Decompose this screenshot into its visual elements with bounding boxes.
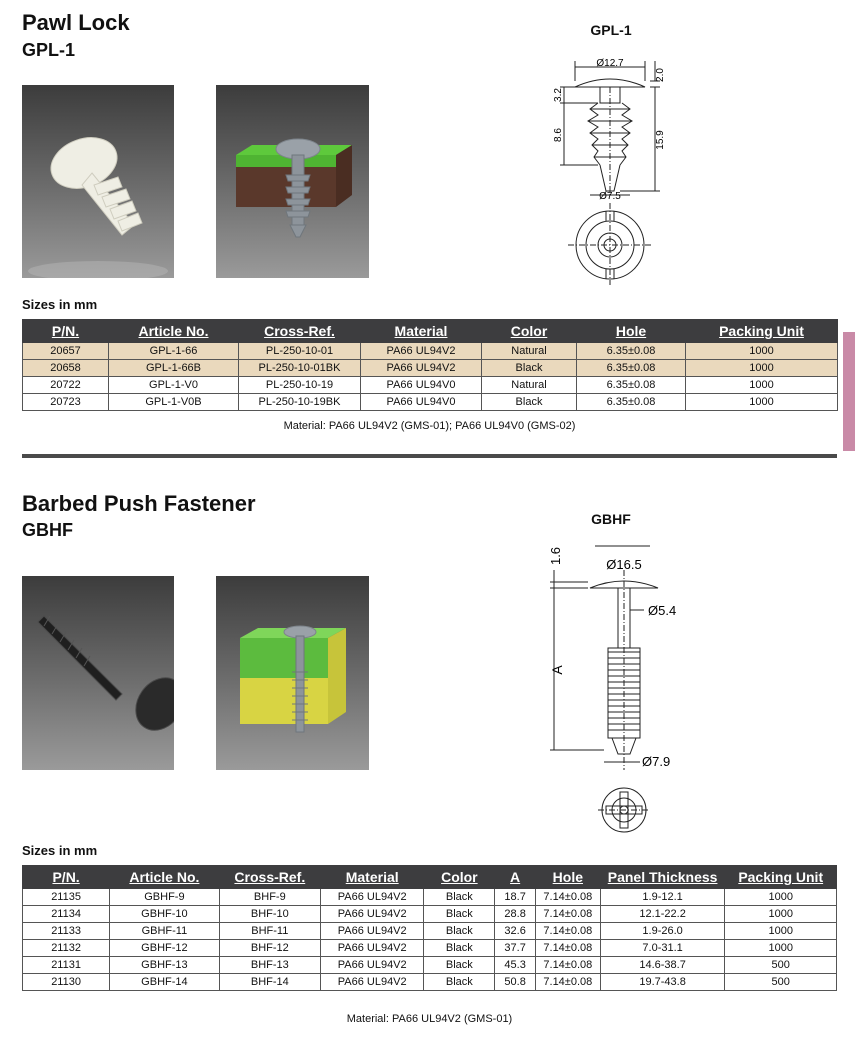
col-hole: Hole — [577, 320, 686, 343]
cell: 500 — [725, 974, 837, 991]
drawing-title-gbhf: GBHF — [591, 511, 631, 527]
table-row — [23, 906, 837, 923]
cell: 19.7-43.8 — [600, 974, 725, 991]
section1-code: GPL-1 — [22, 40, 76, 60]
col-crossref: Cross-Ref. — [239, 320, 361, 343]
cell: 18.7 — [495, 889, 536, 906]
section2-code: GBHF — [22, 520, 73, 540]
cell: 7.14±0.08 — [535, 957, 600, 974]
cell: 6.35±0.08 — [577, 343, 686, 360]
cell: Black — [424, 940, 495, 957]
col-packing: Packing Unit — [686, 320, 838, 343]
cell: 1.9-26.0 — [600, 923, 725, 940]
cell: GBHF-9 — [110, 889, 219, 906]
dim-base-diameter: Ø7.5 — [599, 191, 621, 202]
table-row — [23, 957, 837, 974]
cell: PL-250-10-01BK — [239, 360, 361, 377]
cell: 7.14±0.08 — [535, 923, 600, 940]
dim-head-height-2: 1.6 — [548, 546, 563, 566]
cell: 7.14±0.08 — [535, 940, 600, 957]
cell: 1000 — [686, 377, 838, 394]
cell: Black — [424, 957, 495, 974]
table-row — [23, 974, 837, 991]
cell: 1000 — [725, 923, 837, 940]
cell: 20722 — [23, 377, 109, 394]
cell: GPL-1-66 — [109, 343, 239, 360]
col-article: Article No. — [110, 866, 219, 889]
dim-tip-diameter: Ø7.9 — [642, 754, 671, 769]
cell: Natural — [482, 377, 577, 394]
cell: 21132 — [23, 940, 110, 957]
table-row — [23, 940, 837, 957]
cell: PA66 UL94V2 — [321, 957, 424, 974]
cell: BHF-10 — [219, 906, 320, 923]
cell: 32.6 — [495, 923, 536, 940]
cell: 1.9-12.1 — [600, 889, 725, 906]
cell: 1000 — [686, 360, 838, 377]
cell: BHF-9 — [219, 889, 320, 906]
cell: 1000 — [686, 343, 838, 360]
cell: GBHF-11 — [110, 923, 219, 940]
cell: 21133 — [23, 923, 110, 940]
technical-drawing-gpl1 — [550, 45, 680, 285]
drawing-title-gpl1: GPL-1 — [590, 22, 632, 38]
cell: PA66 UL94V2 — [321, 974, 424, 991]
col-pn: P/N. — [23, 866, 110, 889]
cell: 37.7 — [495, 940, 536, 957]
product-photo-barbed-fastener — [22, 576, 174, 770]
cell: PA66 UL94V2 — [361, 343, 482, 360]
dim-length-a: A — [549, 665, 565, 675]
section-divider — [22, 454, 837, 458]
table-row — [23, 343, 838, 360]
cell: PL-250-10-19 — [239, 377, 361, 394]
cell: 20723 — [23, 394, 109, 411]
cell: 1000 — [725, 940, 837, 957]
cell: 21130 — [23, 974, 110, 991]
cell: BHF-12 — [219, 940, 320, 957]
product-photo-barbed-fastener-installed — [216, 576, 369, 770]
cell: PA66 UL94V2 — [321, 923, 424, 940]
cell: Black — [482, 394, 577, 411]
col-color: Color — [424, 866, 495, 889]
cell: 6.35±0.08 — [577, 394, 686, 411]
table-row — [23, 360, 838, 377]
product-photo-pawl-lock-installed — [216, 85, 369, 278]
cell: Black — [482, 360, 577, 377]
cell: BHF-11 — [219, 923, 320, 940]
table-row — [23, 377, 838, 394]
col-panel-thickness: Panel Thickness — [600, 866, 725, 889]
table-header-row — [23, 320, 838, 343]
dim-total-length: 15.9 — [655, 130, 666, 150]
cell: 7.14±0.08 — [535, 974, 600, 991]
cell: PA66 UL94V0 — [361, 394, 482, 411]
col-article: Article No. — [109, 320, 239, 343]
cell: 20657 — [23, 343, 109, 360]
cell: GPL-1-66B — [109, 360, 239, 377]
cell: 7.14±0.08 — [535, 906, 600, 923]
cell: Black — [424, 974, 495, 991]
spec-table-gpl1 — [22, 319, 838, 411]
cell: GBHF-12 — [110, 940, 219, 957]
technical-drawing-gbhf — [540, 540, 690, 840]
col-material: Material — [361, 320, 482, 343]
cell: 1000 — [725, 889, 837, 906]
cell: 7.14±0.08 — [535, 889, 600, 906]
dim-head-diameter-2: Ø16.5 — [606, 557, 642, 572]
section1-title: Pawl Lock — [22, 10, 130, 35]
col-hole: Hole — [535, 866, 600, 889]
dim-mid: 8.6 — [553, 128, 564, 142]
cell: PL-250-10-19BK — [239, 394, 361, 411]
cell: BHF-14 — [219, 974, 320, 991]
cell: Black — [424, 906, 495, 923]
cell: 1000 — [725, 906, 837, 923]
cell: 50.8 — [495, 974, 536, 991]
cell: 7.0-31.1 — [600, 940, 725, 957]
col-material: Material — [321, 866, 424, 889]
sizes-label-2: Sizes in mm — [22, 843, 98, 858]
table-row — [23, 394, 838, 411]
cell: Black — [424, 889, 495, 906]
cell: 6.35±0.08 — [577, 360, 686, 377]
cell: 12.1-22.2 — [600, 906, 725, 923]
col-color: Color — [482, 320, 577, 343]
cell: 21131 — [23, 957, 110, 974]
table-header-row — [23, 866, 837, 889]
col-a: A — [495, 866, 536, 889]
cell: PA66 UL94V2 — [321, 889, 424, 906]
cell: GPL-1-V0 — [109, 377, 239, 394]
dim-shank-diameter: Ø5.4 — [648, 603, 677, 618]
cell: 20658 — [23, 360, 109, 377]
section2-title: Barbed Push Fastener — [22, 491, 256, 516]
cell: 21135 — [23, 889, 110, 906]
cell: 500 — [725, 957, 837, 974]
cell: 45.3 — [495, 957, 536, 974]
dim-head-height: 2.0 — [655, 68, 666, 82]
cell: 14.6-38.7 — [600, 957, 725, 974]
cell: PA66 UL94V0 — [361, 377, 482, 394]
cell: PL-250-10-01 — [239, 343, 361, 360]
cell: Black — [424, 923, 495, 940]
cell: 1000 — [686, 394, 838, 411]
material-note-1: Material: PA66 UL94V2 (GMS-01); PA66 UL94V0 (GMS-02) — [283, 420, 576, 432]
material-note-2: Material: PA66 UL94V2 (GMS-01) — [346, 1013, 513, 1025]
dim-neck: 3.2 — [553, 88, 564, 102]
table-row — [23, 889, 837, 906]
sizes-label-1: Sizes in mm — [22, 297, 98, 312]
col-crossref: Cross-Ref. — [219, 866, 320, 889]
cell: 21134 — [23, 906, 110, 923]
cell: GBHF-13 — [110, 957, 219, 974]
col-packing: Packing Unit — [725, 866, 837, 889]
cell: 28.8 — [495, 906, 536, 923]
cell: PA66 UL94V2 — [361, 360, 482, 377]
dim-head-diameter: Ø12.7 — [596, 58, 624, 69]
cell: GPL-1-V0B — [109, 394, 239, 411]
side-tab — [843, 332, 855, 451]
spec-table-gbhf — [22, 865, 837, 991]
cell: Natural — [482, 343, 577, 360]
product-photo-pawl-lock — [22, 85, 174, 278]
cell: GBHF-14 — [110, 974, 219, 991]
cell: GBHF-10 — [110, 906, 219, 923]
cell: 6.35±0.08 — [577, 377, 686, 394]
cell: PA66 UL94V2 — [321, 940, 424, 957]
cell: PA66 UL94V2 — [321, 906, 424, 923]
table-row — [23, 923, 837, 940]
col-pn: P/N. — [23, 320, 109, 343]
cell: BHF-13 — [219, 957, 320, 974]
